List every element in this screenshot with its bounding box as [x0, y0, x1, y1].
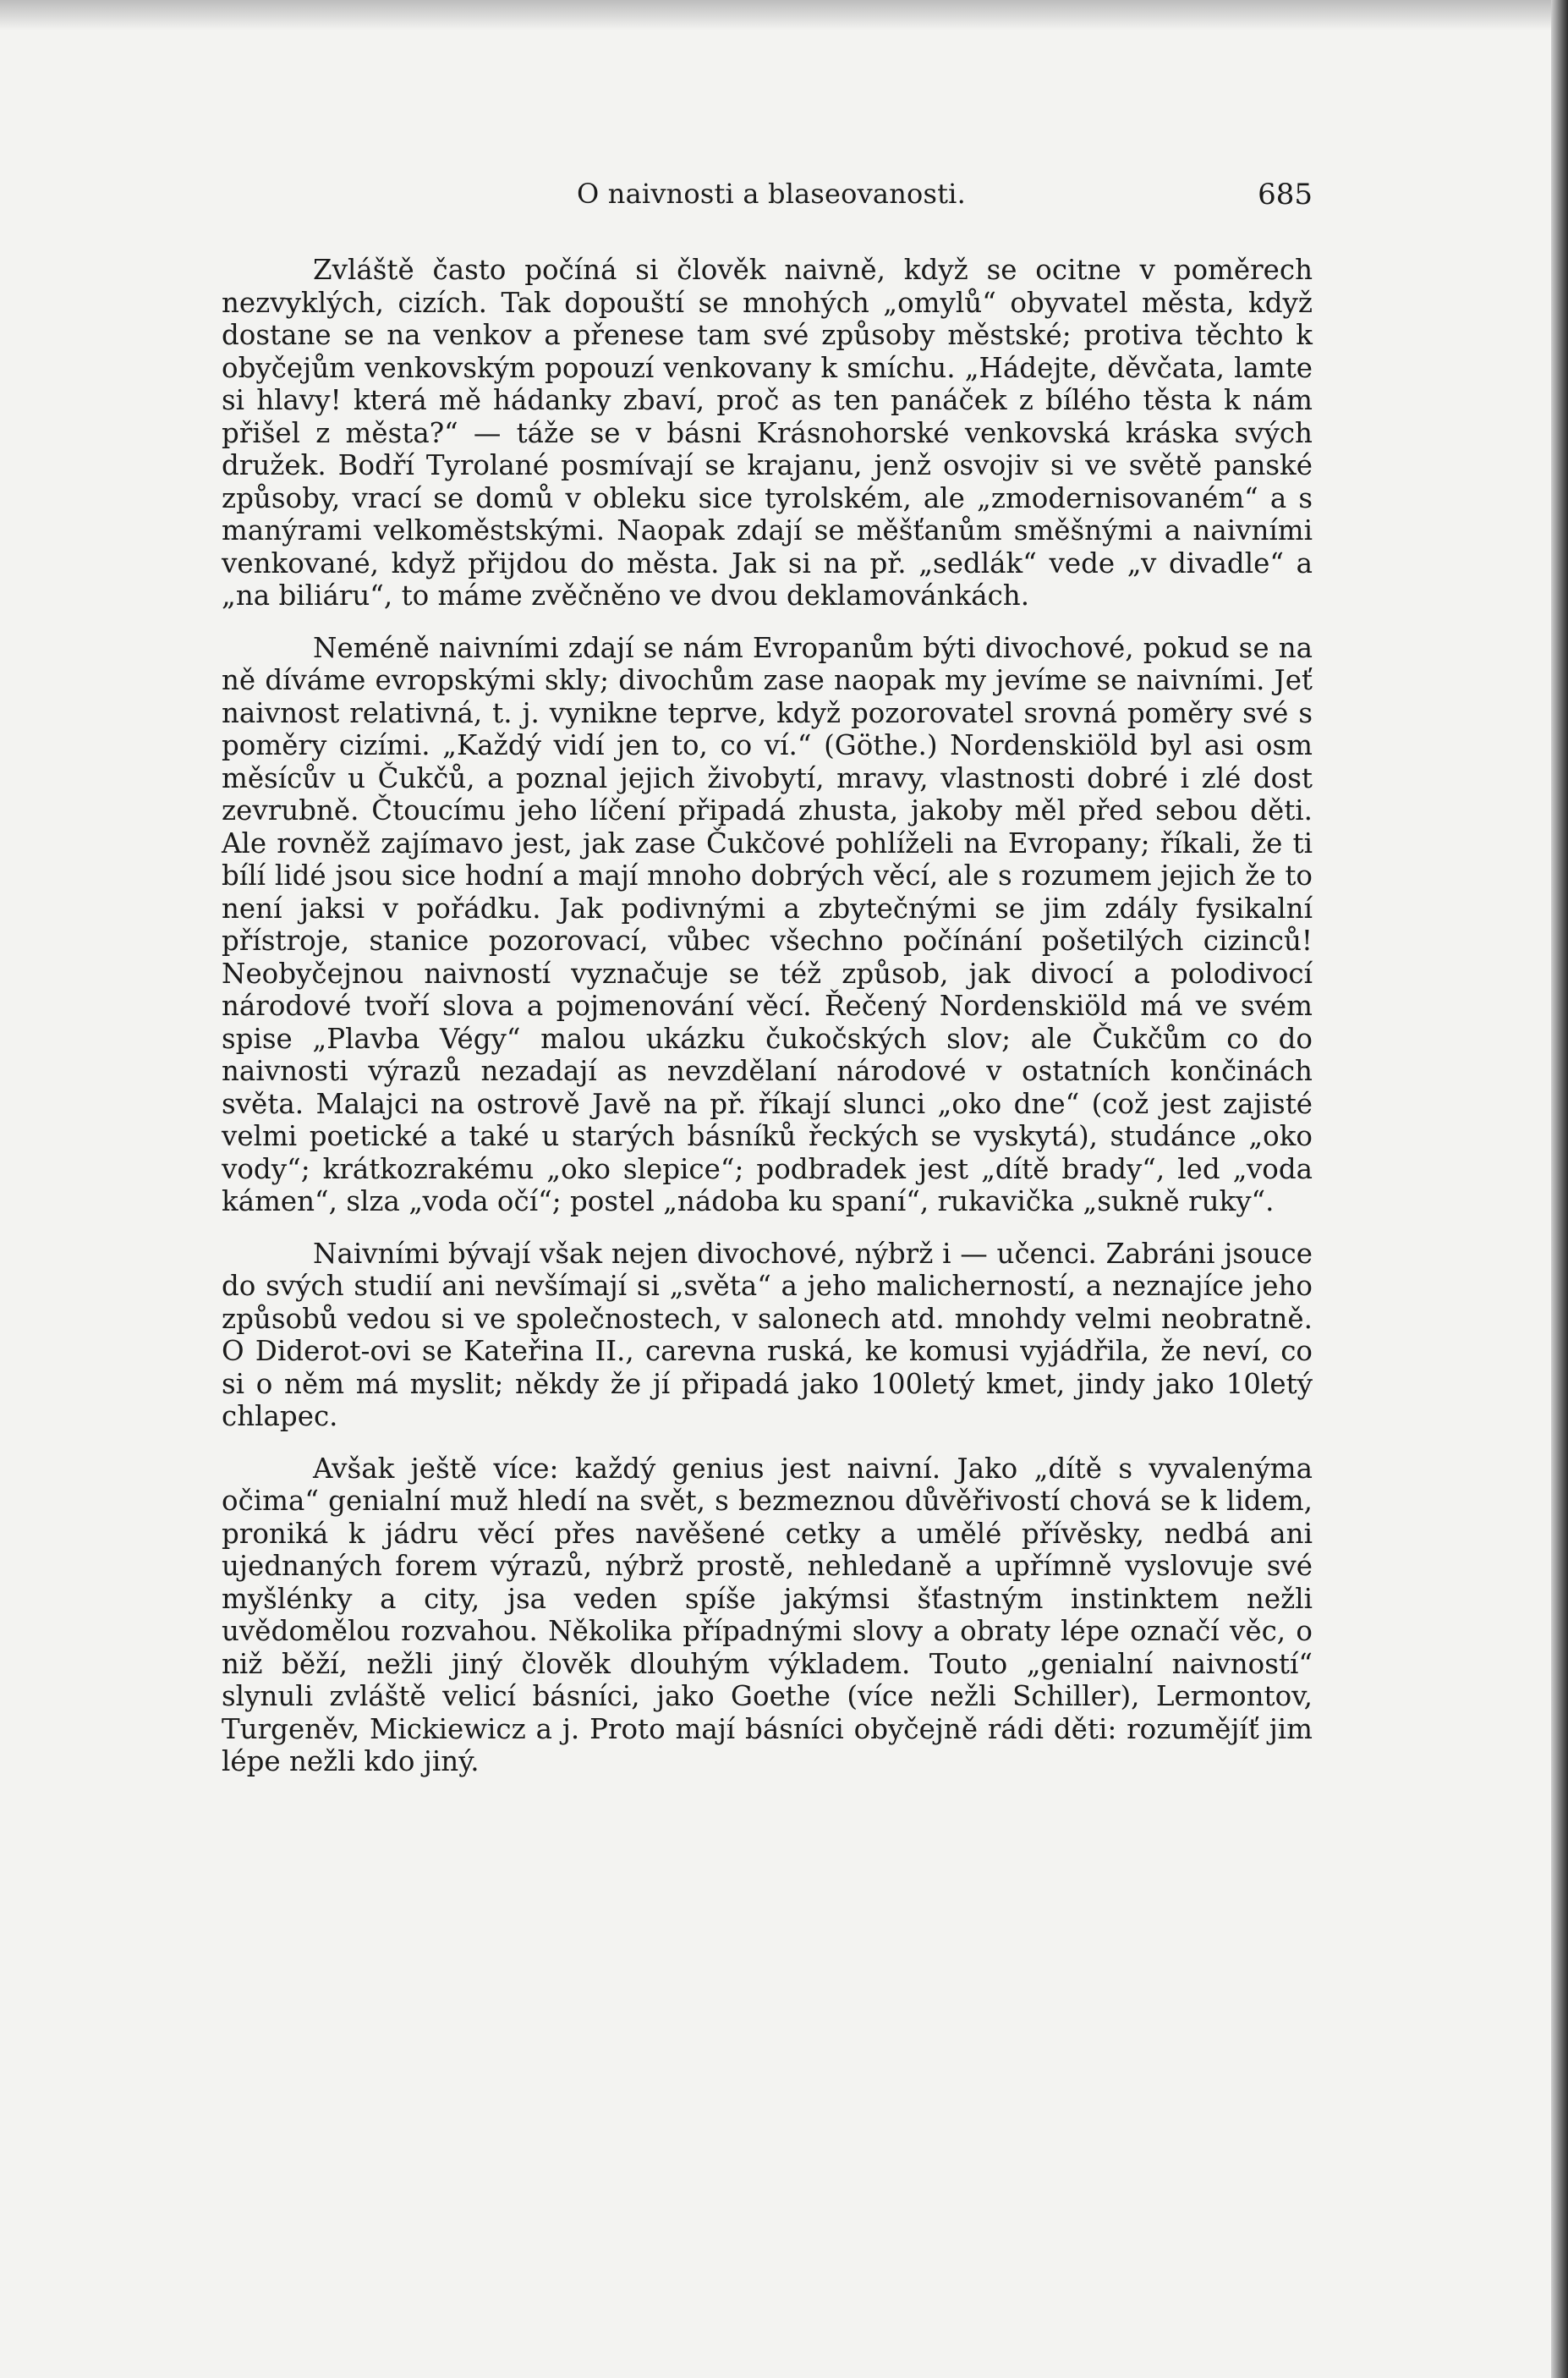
body-text: [222, 254, 1313, 1778]
page-number: 685: [1258, 178, 1313, 211]
page-header: [222, 178, 1313, 213]
scan-shadow-top: [0, 0, 1568, 30]
book-page: [222, 178, 1313, 1798]
running-title: O naivnosti a blaseovanosti.: [577, 178, 966, 210]
paragraph-4: Avšak ještě více: každý genius jest naivní. Jako „dítě s vyvalenýma očima“ genialní muž hledí na svět, s bezmeznou důvěřivostí chová se k lidem, proniká k jádru věcí přes navěšené cetky a umělé přívěsky, nedbá ani ujednaných forem výrazů, nýbrž prostě, nehledaně a upřímně vyslovuje své myšlénky a city, jsa veden spíše jakýmsi šťastným instinktem nežli uvědomělou rozvahou. Několika případnými slovy a obraty lépe označí věc, o niž běží, nežli jiný člověk dlouhým výkladem. Touto „genialní naivností“ slynuli zvláště velicí básníci, jako Goethe (více nežli Schiller), Lermontov, Turgeněv, Mickiewicz a j. Proto mají básníci obyčejně rádi děti: rozumějíť jim lépe nežli kdo jiný.: [222, 1452, 1313, 1777]
paragraph-3: Naivními bývají však nejen divochové, nýbrž i — učenci. Zabráni jsouce do svých studií ani nevšímají si „světa“ a jeho malicherností, a neznajíce jeho způsobů vedou si ve společnostech, v salonech atd. mnohdy velmi neobratně. O Diderot-ovi se Kateřina II., carevna ruská, ke komusi vyjádřila, že neví, co si o něm má myslit; někdy že jí připadá jako 100letý kmet, jindy jako 10letý chlapec.: [222, 1237, 1313, 1432]
scan-shadow-right: [1551, 0, 1568, 2378]
paragraph-1: Zvláště často počíná si člověk naivně, když se ocitne v poměrech nezvyklých, cizích. Tak dopouští se mnohých „omylů“ obyvatel města, když dostane se na venkov a přenese tam své způsoby městské; protiva těchto k obyčejům venkovským popouzí venkovany k smíchu. „Hádejte, děvčata, lamte si hlavy! která mě hádanky zbaví, proč as ten panáček z bílého těsta k nám přišel z města?“ — táže se v básni Krásnohorské venkovská kráska svých družek. Bodří Tyrolané posmívají se krajanu, jenž osvojiv si ve světě panské způsoby, vrací se domů v obleku sice tyrolském, ale „zmodernisovaném“ a s manýrami velkoměstskými. Naopak zdají se měšťanům směšnými a naivními venkované, když přijdou do města. Jak si na př. „sedlák“ vede „v divadle“ a „na biliáru“, to máme zvěčněno ve dvou deklamovánkách.: [222, 254, 1313, 612]
paragraph-2: Neméně naivními zdají se nám Evropanům býti divochové, pokud se na ně díváme evropskými skly; divochům zase naopak my jevíme se naivními. Jeť naivnost relativná, t. j. vynikne teprve, když pozorovatel srovná poměry své s poměry cizími. „Každý vidí jen to, co ví.“ (Göthe.) Nordenskiöld byl asi osm měsícův u Čukčů, a poznal jejich živobytí, mravy, vlastnosti dobré i zlé dost zevrubně. Čtoucímu jeho líčení připadá zhusta, jakoby měl před sebou děti. Ale rovněž zajímavo jest, jak zase Čukčové pohlíželi na Evropany; říkali, že ti bílí lidé jsou sice hodní a mají mnoho dobrých věcí, ale s rozumem jejich že to není jaksi v pořádku. Jak podivnými a zbytečnými se jim zdály fysikalní přístroje, stanice pozorovací, vůbec všechno počínání pošetilých cizinců! Neobyčejnou naivností vyznačuje se též způsob, jak divocí a polodivocí národové tvoří slova a pojmenování věcí. Řečený Nordenskiöld má ve svém spise „Plavba Végy“ malou ukázku čukočských slov; ale Čukčům co do naivnosti výrazů nezadají as nevzdělaní národové v ostatních končinách světa. Malajci na ostrově Javě na př. říkají slunci „oko dne“ (což jest zajisté velmi poetické a také u starých básníků řeckých se vyskytá), studánce „oko vody“; krátkozrakému „oko slepice“; podbradek jest „dítě brady“, led „voda kámen“, slza „voda očí“; postel „nádoba ku spaní“, rukavička „sukně ruky“.: [222, 631, 1313, 1217]
